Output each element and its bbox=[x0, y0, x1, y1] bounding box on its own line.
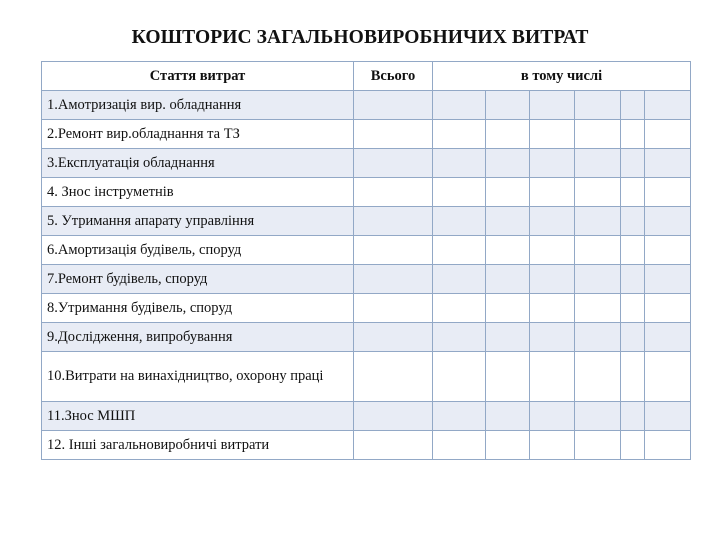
detail-cell bbox=[433, 236, 486, 265]
total-cell bbox=[354, 120, 433, 149]
detail-cell bbox=[621, 120, 645, 149]
detail-cell bbox=[530, 402, 575, 431]
table-header-row bbox=[42, 62, 691, 91]
total-cell bbox=[354, 236, 433, 265]
total-cell bbox=[354, 352, 433, 402]
detail-cell bbox=[575, 207, 621, 236]
total-cell bbox=[354, 265, 433, 294]
total-cell bbox=[354, 178, 433, 207]
table-row bbox=[42, 149, 691, 178]
detail-cell bbox=[645, 149, 691, 178]
detail-cell bbox=[486, 323, 530, 352]
detail-cell bbox=[433, 402, 486, 431]
detail-cell bbox=[621, 402, 645, 431]
table-row bbox=[42, 91, 691, 120]
detail-cell bbox=[486, 352, 530, 402]
row-label: 12. Інші загальновиробничі витрати bbox=[42, 431, 354, 460]
cost-estimate-table bbox=[41, 61, 691, 460]
detail-cell bbox=[486, 120, 530, 149]
row-label: 2.Ремонт вир.обладнання та ТЗ bbox=[42, 120, 354, 149]
detail-cell bbox=[621, 178, 645, 207]
detail-cell bbox=[575, 178, 621, 207]
table-row bbox=[42, 323, 691, 352]
detail-cell bbox=[486, 178, 530, 207]
detail-cell bbox=[486, 265, 530, 294]
detail-cell bbox=[433, 178, 486, 207]
detail-cell bbox=[530, 120, 575, 149]
detail-cell bbox=[530, 431, 575, 460]
detail-cell bbox=[530, 207, 575, 236]
detail-cell bbox=[621, 352, 645, 402]
detail-cell bbox=[530, 352, 575, 402]
detail-cell bbox=[645, 323, 691, 352]
detail-cell bbox=[530, 149, 575, 178]
detail-cell bbox=[645, 207, 691, 236]
detail-cell bbox=[645, 91, 691, 120]
detail-cell bbox=[575, 402, 621, 431]
detail-cell bbox=[575, 265, 621, 294]
detail-cell bbox=[486, 149, 530, 178]
detail-cell bbox=[621, 207, 645, 236]
detail-cell bbox=[575, 323, 621, 352]
detail-cell bbox=[433, 120, 486, 149]
table-row bbox=[42, 265, 691, 294]
detail-cell bbox=[575, 120, 621, 149]
detail-cell bbox=[621, 294, 645, 323]
detail-cell bbox=[486, 402, 530, 431]
detail-cell bbox=[433, 149, 486, 178]
row-label: 9.Дослідження, випробування bbox=[42, 323, 354, 352]
total-cell bbox=[354, 323, 433, 352]
detail-cell bbox=[621, 265, 645, 294]
detail-cell bbox=[530, 265, 575, 294]
table-row bbox=[42, 431, 691, 460]
row-label: 4. Знос інструметнів bbox=[42, 178, 354, 207]
table-row bbox=[42, 352, 691, 402]
detail-cell bbox=[433, 352, 486, 402]
detail-cell bbox=[645, 352, 691, 402]
total-cell bbox=[354, 402, 433, 431]
detail-cell bbox=[433, 265, 486, 294]
detail-cell bbox=[433, 207, 486, 236]
detail-cell bbox=[530, 91, 575, 120]
table-row bbox=[42, 294, 691, 323]
detail-cell bbox=[645, 120, 691, 149]
detail-cell bbox=[433, 431, 486, 460]
total-cell bbox=[354, 294, 433, 323]
detail-cell bbox=[530, 323, 575, 352]
table-row bbox=[42, 207, 691, 236]
header-total: Всього bbox=[354, 62, 433, 91]
detail-cell bbox=[621, 149, 645, 178]
page-title: КОШТОРИС ЗАГАЛЬНОВИРОБНИЧИХ ВИТРАТ bbox=[131, 27, 589, 48]
row-label: 7.Ремонт будівель, споруд bbox=[42, 265, 354, 294]
header-including: в тому числі bbox=[433, 62, 691, 91]
total-cell bbox=[354, 149, 433, 178]
detail-cell bbox=[645, 265, 691, 294]
table-row bbox=[42, 120, 691, 149]
row-label: 5. Утримання апарату управління bbox=[42, 207, 354, 236]
detail-cell bbox=[575, 352, 621, 402]
detail-cell bbox=[530, 236, 575, 265]
total-cell bbox=[354, 91, 433, 120]
detail-cell bbox=[530, 178, 575, 207]
detail-cell bbox=[645, 431, 691, 460]
row-label: 8.Утримання будівель, споруд bbox=[42, 294, 354, 323]
detail-cell bbox=[575, 91, 621, 120]
detail-cell bbox=[621, 323, 645, 352]
table-row bbox=[42, 236, 691, 265]
detail-cell bbox=[486, 431, 530, 460]
detail-cell bbox=[645, 402, 691, 431]
row-label: 11.Знос МШП bbox=[42, 402, 354, 431]
detail-cell bbox=[645, 236, 691, 265]
detail-cell bbox=[486, 294, 530, 323]
detail-cell bbox=[575, 236, 621, 265]
detail-cell bbox=[575, 431, 621, 460]
detail-cell bbox=[486, 207, 530, 236]
total-cell bbox=[354, 207, 433, 236]
row-label: 6.Амортизація будівель, споруд bbox=[42, 236, 354, 265]
table-row bbox=[42, 402, 691, 431]
detail-cell bbox=[433, 323, 486, 352]
row-label: 10.Витрати на винахідництво, охорону праці bbox=[42, 352, 354, 402]
detail-cell bbox=[486, 236, 530, 265]
detail-cell bbox=[530, 294, 575, 323]
total-cell bbox=[354, 431, 433, 460]
detail-cell bbox=[575, 149, 621, 178]
header-cost-item: Стаття витрат bbox=[42, 62, 354, 91]
detail-cell bbox=[486, 91, 530, 120]
detail-cell bbox=[645, 178, 691, 207]
detail-cell bbox=[433, 91, 486, 120]
detail-cell bbox=[433, 294, 486, 323]
detail-cell bbox=[621, 431, 645, 460]
detail-cell bbox=[621, 236, 645, 265]
detail-cell bbox=[575, 294, 621, 323]
table-row bbox=[42, 178, 691, 207]
row-label: 3.Експлуатація обладнання bbox=[42, 149, 354, 178]
detail-cell bbox=[621, 91, 645, 120]
detail-cell bbox=[645, 294, 691, 323]
row-label: 1.Амотризація вир. обладнання bbox=[42, 91, 354, 120]
